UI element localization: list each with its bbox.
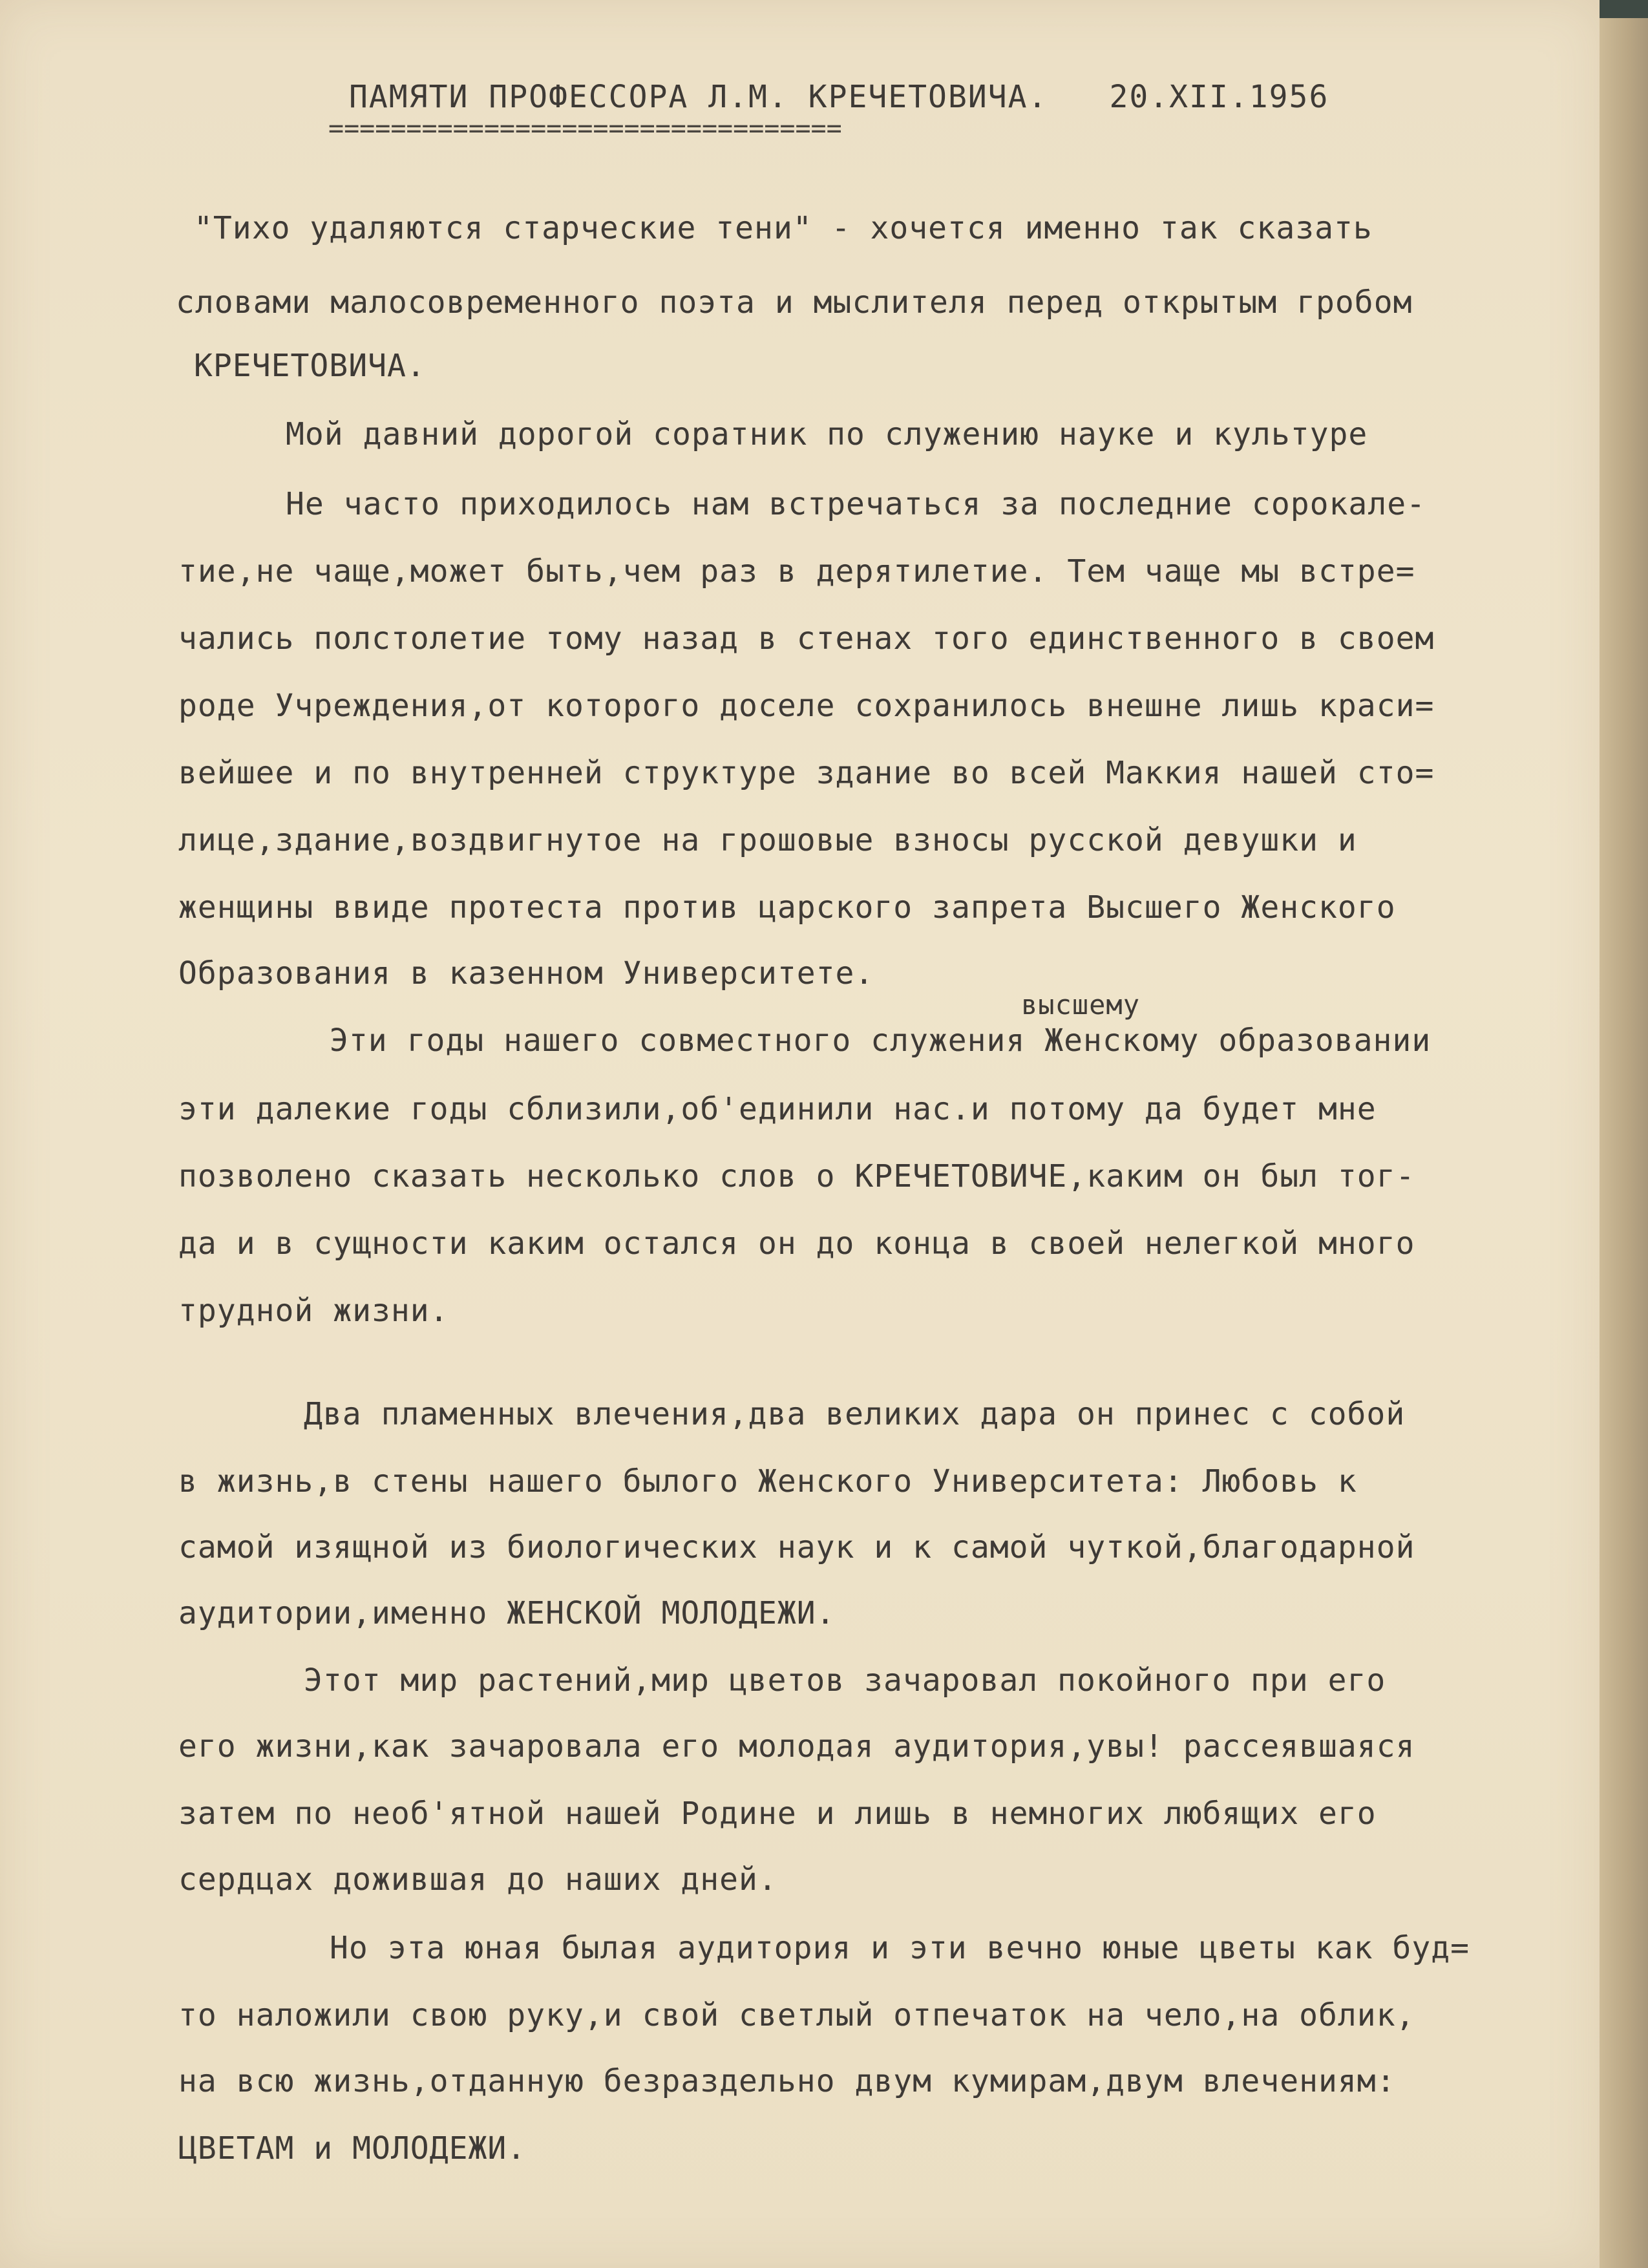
text-line: роде Учреждения,от которого доселе сохранилось внешне лишь краси= [178, 688, 1435, 724]
text-line: женщины ввиде протеста против царского запрета Высшего Женского [178, 889, 1396, 926]
text-line: его жизни,как зачаровала его молодая аудитория,увы! рассеявшаяся [178, 1728, 1415, 1765]
text-line: затем по необ'ятной нашей Родине и лишь в немногих любящих его [178, 1796, 1377, 1832]
text-line: Но эта юная былая аудитория и эти вечно юные цветы как буд= [330, 1930, 1470, 1966]
text-line: Мой давний дорогой соратник по служению науке и культуре [286, 416, 1368, 452]
text-line: Два пламенных влечения,два великих дара он принес с собой [304, 1396, 1406, 1432]
text-line: трудной жизни. [178, 1293, 449, 1329]
text-line: позволено сказать несколько слов о КРЕЧЕТОВИЧЕ,каким он был тог- [178, 1158, 1415, 1194]
background-corner [1600, 0, 1648, 18]
paper-edge [1600, 0, 1648, 2268]
text-line: Этот мир растений,мир цветов зачаровал покойного при его [304, 1662, 1386, 1699]
title-text: ПАМЯТИ ПРОФЕССОРА Л.М. КРЕЧЕТОВИЧА. [349, 79, 1048, 115]
title-underline: ================================= [328, 114, 842, 143]
text-line: словами малосовременного поэта и мыслителя перед открытым гробом [176, 284, 1413, 321]
text-line: КРЕЧЕТОВИЧА. [194, 348, 426, 384]
text-line: чались полстолетие тому назад в стенах того единственного в своем [178, 620, 1435, 657]
text-line: Эти годы нашего совместного служения Женскому образовании [330, 1023, 1431, 1059]
text-line: Не часто приходилось нам встречаться за последние сорокале- [286, 486, 1426, 522]
text-line: самой изящной из биологических наук и к самой чуткой,благодарной [178, 1529, 1415, 1565]
text-line: ЦВЕТАМ и МОЛОДЕЖИ. [178, 2130, 527, 2167]
text-line: эти далекие годы сблизили,об'единили нас.и потому да будет мне [178, 1091, 1377, 1127]
text-line: в жизнь,в стены нашего былого Женского Университета: Любовь к [178, 1463, 1357, 1500]
text-line: аудитории,именно ЖЕНСКОЙ МОЛОДЕЖИ. [178, 1595, 836, 1631]
text-line: то наложили свою руку,и свой светлый отпечаток на чело,на облик, [178, 1997, 1415, 2033]
text-line: "Тихо удаляются старческие тени" - хочется именно так сказать [194, 210, 1373, 246]
text-line: вейшее и по внутренней структуре здание во всей Маккия нашей сто= [178, 755, 1435, 791]
text-line: тие,не чаще,может быть,чем раз в деpятилетие. Тем чаще мы встре= [178, 553, 1415, 589]
text-line: Образования в казенном Университете. [178, 955, 874, 991]
date-text: 20.XII.1956 [1109, 79, 1329, 115]
text-line: лице,здание,воздвигнутое на грошовые взносы русской девушки и [178, 822, 1357, 858]
text-line: сердцах дожившая до наших дней. [178, 1861, 777, 1898]
handwritten-insert: высшему [1021, 989, 1141, 1021]
page-title [349, 79, 1329, 115]
text-line: на всю жизнь,отданную безраздельно двум кумирам,двум влечениям: [178, 2063, 1396, 2099]
text-line: да и в сущности каким остался он до конца в своей нелегкой много [178, 1225, 1415, 1262]
